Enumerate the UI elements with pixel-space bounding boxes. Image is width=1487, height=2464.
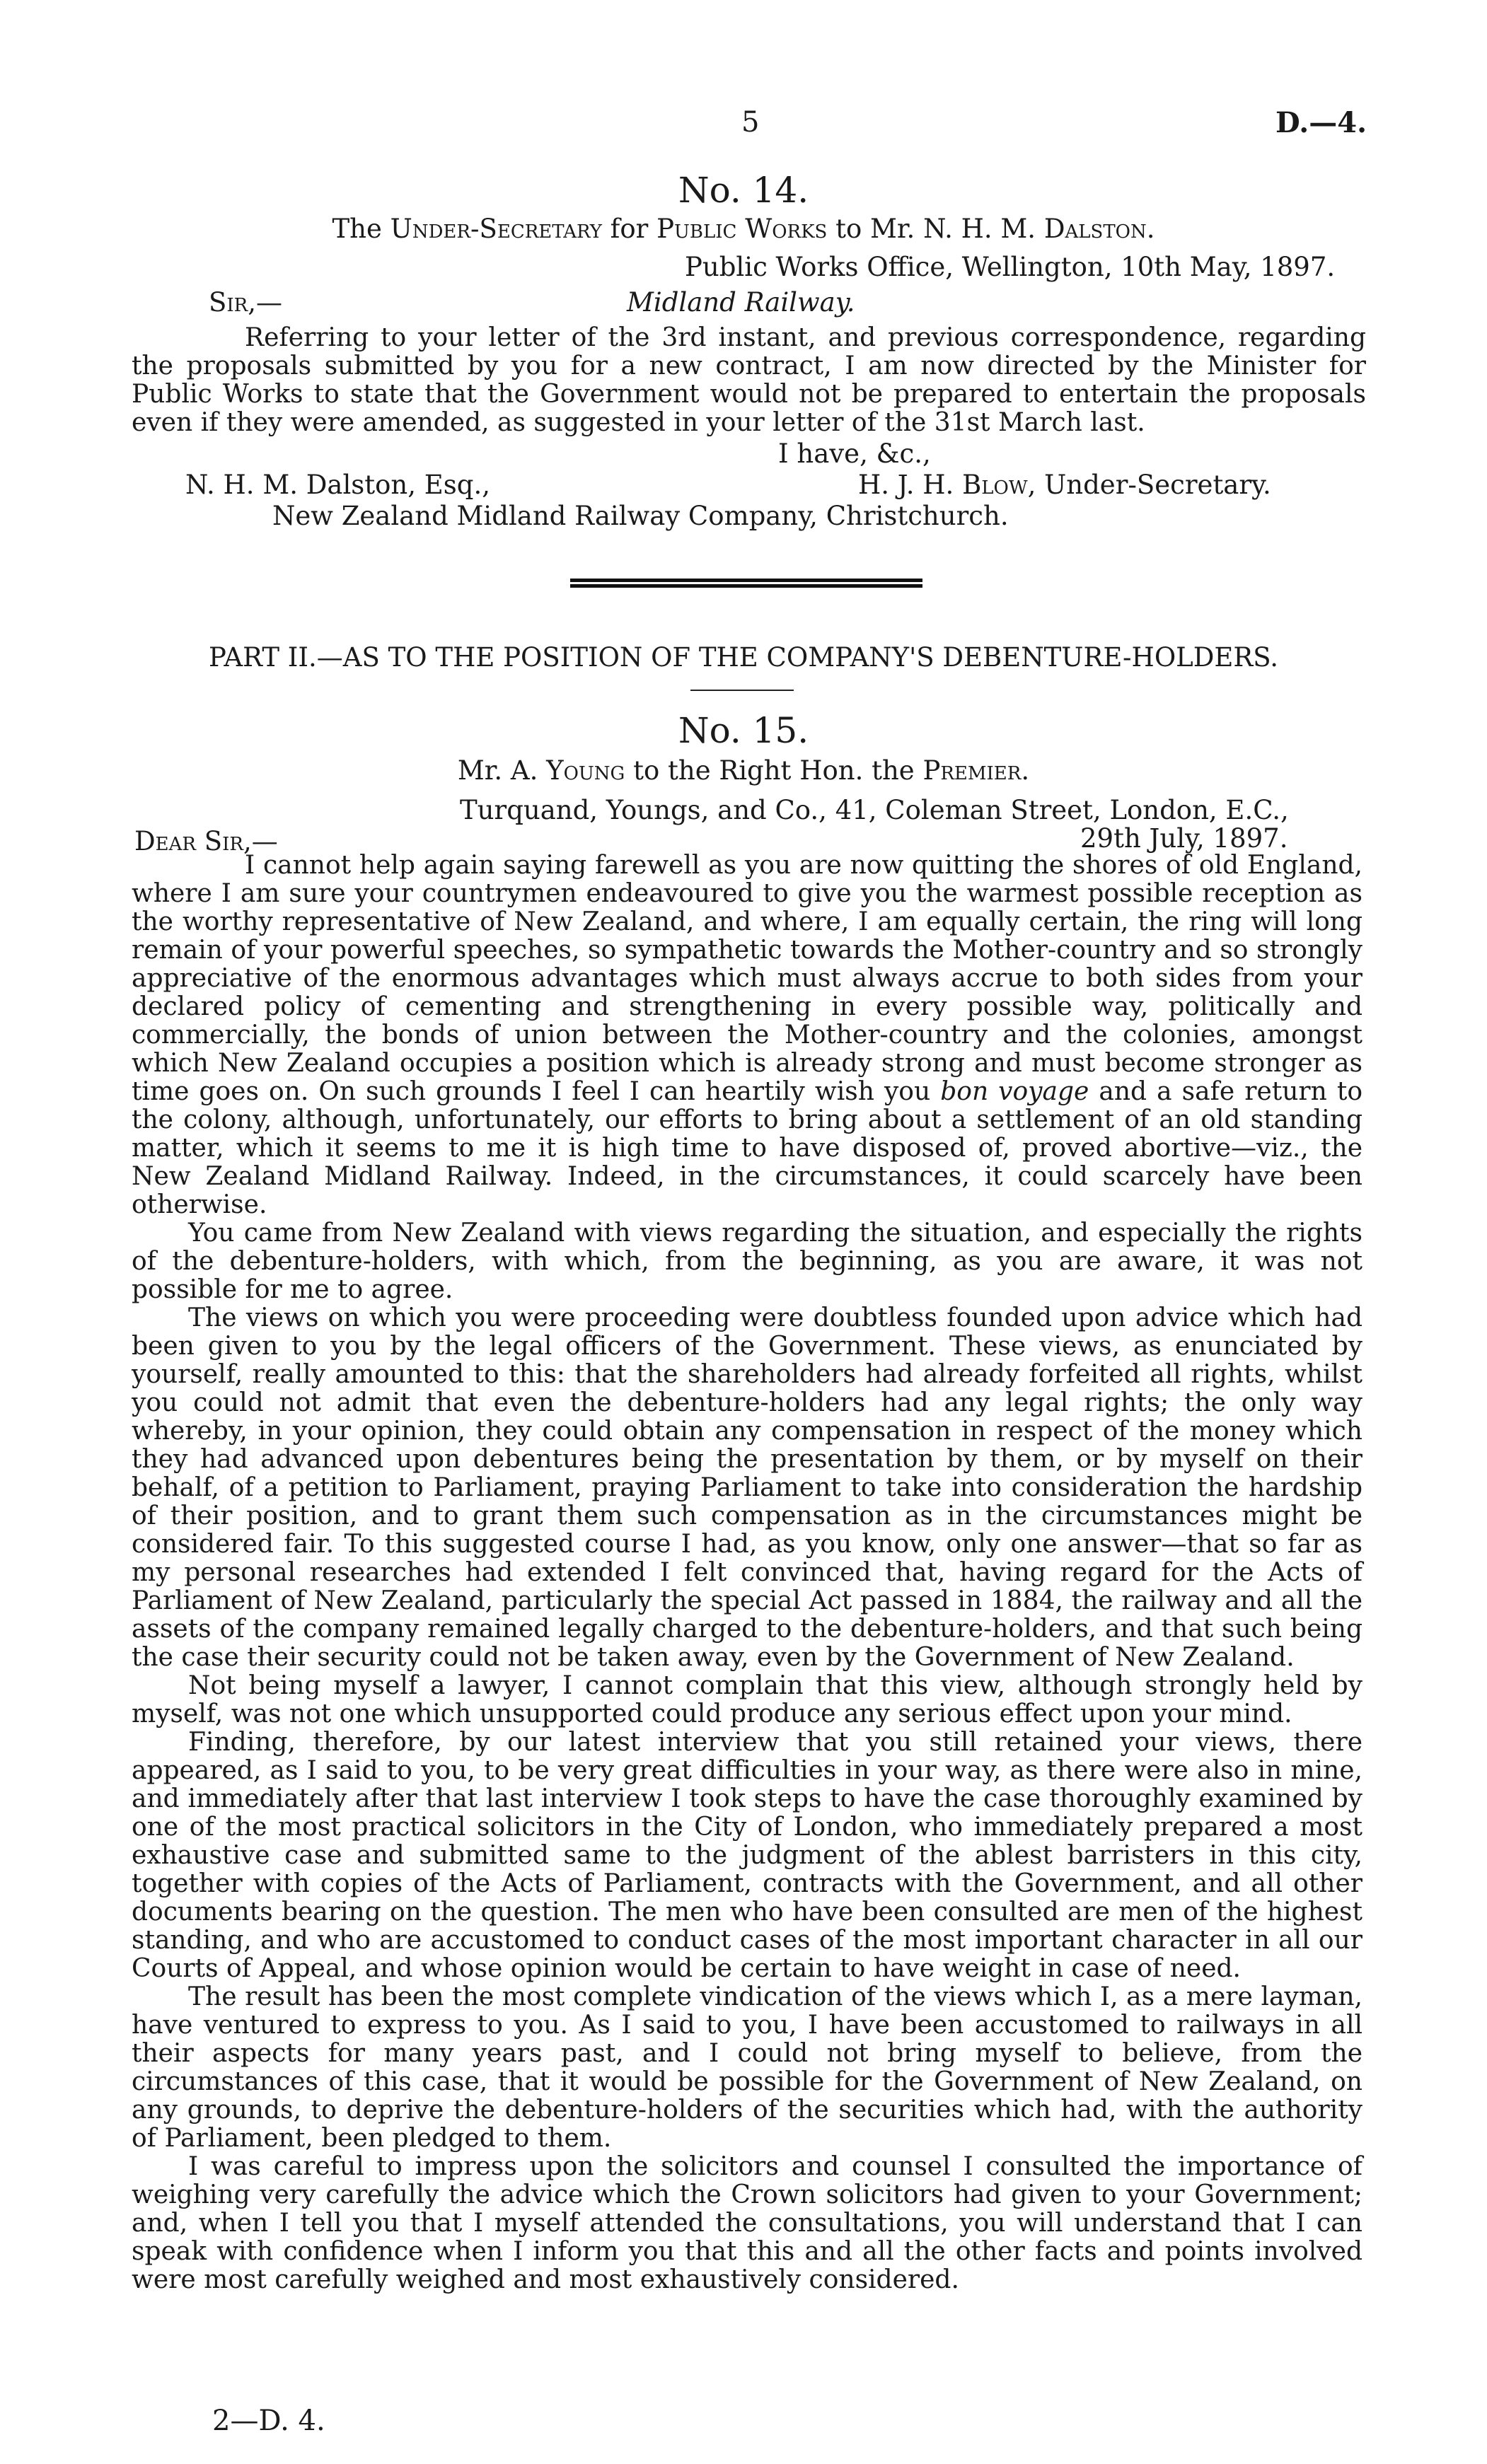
- document-reference: D.—4.: [1275, 106, 1367, 139]
- letter-14-salutation: Sir,—: [209, 287, 282, 318]
- letter-15-heading: Mr. A. Young to the Right Hon. the Premier.: [457, 755, 1030, 786]
- paragraph-3: The views on which you were proceeding were doubtless founded upon advice which had been given to you by the legal officers of the Government. These views, as enunciated by yourself, really amounted to this: that the shareholders had already forfeited all rights, whilst you could not admit that even the debenture-holders had any legal rights; the only way whereby, in your opinion, they could obtain any compensation in respect of the money which they had advanced upon debentures being the presentation by them, or by myself on their behalf, of a petition to Parliament, praying Parliament to take into consideration the hardship of their position, and to grant them such compensation as in the circumstances might be considered fair. To this suggested course I had, as you know, only one answer—that so far as my personal researches had extended I felt convinced that, having regard for the Acts of Parliament of New Zealand, particularly the special Act passed in 1884, the railway and all the assets of the company remained legally charged to the debenture-holders, and that such being the case their security could not be taken away, even by the Government of New Zealand.: [132, 1303, 1362, 1672]
- page-number: 5: [741, 106, 760, 139]
- letter-14-closing: I have, &c.,: [778, 438, 931, 469]
- letter-15-salutation: Dear Sir,—: [134, 826, 278, 856]
- paragraph-2: You came from New Zealand with views regarding the situation, and especially the rights of the debenture-holders, with which, from the beginning, as you are aware, it was not possible for me to agree.: [132, 1219, 1362, 1304]
- part-heading: PART II.—AS TO THE POSITION OF THE COMPANY'S DEBENTURE-HOLDERS.: [208, 642, 1279, 673]
- paragraph-7: I was careful to impress upon the solicitors and counsel I consulted the importance of weighing very carefully the advice which the Crown solicitors had given to your Government; and, when I tell you that I myself attended the consultations, you will understand that I can speak with confidence when I inform you that this and all the other facts and points involved were most carefully weighed and most exhaustively considered.: [132, 2152, 1362, 2294]
- letter-14-address: Public Works Office, Wellington, 10th May, 1897.: [685, 252, 1336, 282]
- section-divider: [570, 579, 922, 588]
- letter-14-recipient-org: New Zealand Midland Railway Company, Christchurch.: [272, 501, 1009, 531]
- paragraph-1: I cannot help again saying farewell as you are now quitting the shores of old England, where I am sure your countrymen endeavoured to give you the warmest possible reception as the worthy representative of New Zealand, and where, I am equally certain, the ring will long remain of your powerful speeches, so sympathetic towards the Mother-country and so strongly appreciative of the enormous advantages which must always accrue to both sides from your declared policy of cementing and strengthening in every possible way, politically and commercially, the bonds of union between the Mother-country and the colonies, amongst which New Zealand occupies a position which is already strong and must become stronger as time goes on. On such grounds I feel I can heartily wish you bon voyage and a safe return to the colony, although, unfortunately, our efforts to bring about a settlement of an old standing matter, which it seems to me it is high time to have disposed of, proved abortive—viz., the New Zealand Midland Railway. Indeed, in the circumstances, it could scarcely have been otherwise.: [132, 851, 1362, 1219]
- letter-14-heading: The Under-Secretary for Public Works to Mr. N. H. M. Dalston.: [332, 214, 1155, 244]
- part-divider: [690, 690, 794, 691]
- letter-15-address: Turquand, Youngs, and Co., 41, Coleman Street, London, E.C.,: [460, 795, 1289, 825]
- paragraph-4: Not being myself a lawyer, I cannot complain that this view, although strongly held by myself, was not one which unsupported could produce any serious effect upon your mind.: [132, 1671, 1362, 1728]
- letter-14-body: Referring to your letter of the 3rd instant, and previous correspondence, regarding the proposals submitted by you for a new contract, I am now directed by the Minister for Public Works to state that the Government would not be prepared to entertain the proposals even if they were amended, as suggested in your letter of the 31st March last.: [132, 323, 1366, 437]
- paragraph-6: The result has been the most complete vindication of the views which I, as a mere layman, have ventured to express to you. As I said to you, I have been accustomed to railways in all their aspects for many years past, and I could not bring myself to believe, from the circumstances of this case, that it would be possible for the Government of New Zealand, on any grounds, to deprive the debenture-holders of the securities which had, with the authority of Parliament, been pledged to them.: [132, 1982, 1362, 2153]
- letter-14-subject: Midland Railway.: [627, 287, 855, 318]
- letter-14-signature: H. J. H. Blow, Under-Secretary.: [858, 470, 1271, 500]
- letter-15-number: No. 15.: [678, 710, 809, 751]
- letter-15-body: [132, 852, 1362, 2294]
- letter-14-number: No. 14.: [678, 170, 809, 211]
- letter-15-date: 29th July, 1897.: [1080, 823, 1288, 854]
- signature-mark: 2—D. 4.: [212, 2405, 325, 2437]
- paragraph-5: Finding, therefore, by our latest interview that you still retained your views, there appeared, as I said to you, to be very great difficulties in your way, as there were also in mine, and immediately after that last interview I took steps to have the case thoroughly examined by one of the most practical solicitors in the City of London, who immediately prepared a most exhaustive case and submitted same to the judgment of the ablest barristers in this city, together with copies of the Acts of Parliament, contracts with the Government, and all other documents bearing on the question. The men who have been consulted are men of the highest standing, and who are accustomed to conduct cases of the most important character in all our Courts of Appeal, and whose opinion would be certain to have weight in case of need.: [132, 1728, 1362, 1983]
- letter-14-recipient-name: N. H. M. Dalston, Esq.,: [185, 470, 490, 500]
